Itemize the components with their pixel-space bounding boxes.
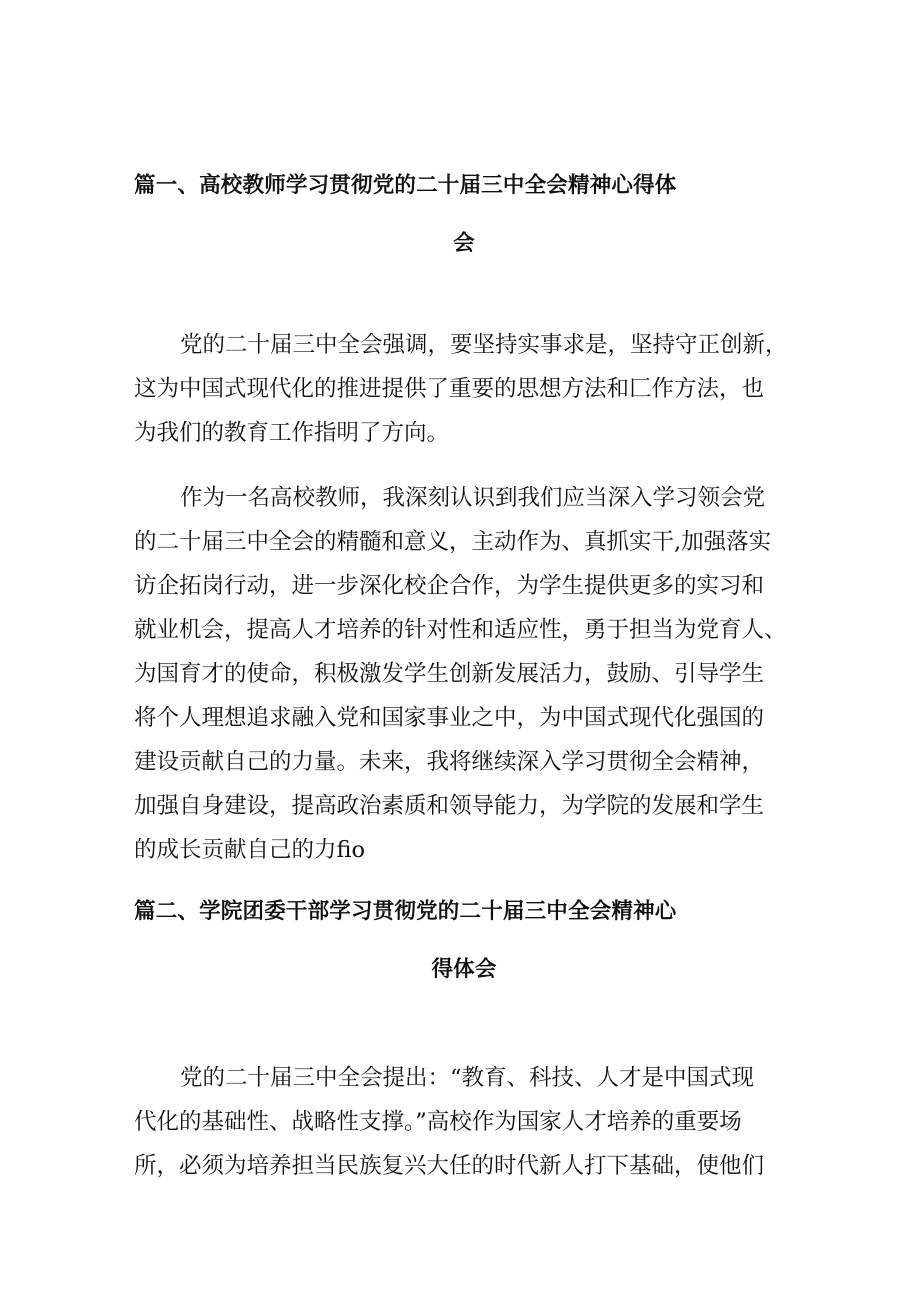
paragraph-line: 为国育才的使命，积极激发学生创新发展活力，鼓励、引导学生 (134, 661, 765, 687)
paragraph-line: 的成长贡献自己的力fio (134, 837, 366, 863)
paragraph-line: 这为中国式现代化的推进提供了重要的思想方法和匚作方法，也 (134, 376, 765, 402)
paragraph-line: 作为一名高校教师，我深刻认识到我们应当深入学习领会党 (180, 485, 766, 511)
paragraph-line: 的二十届三中全会的精髓和意义，主动作为、真抓实干,加强落实 (134, 529, 772, 555)
section-2-title-line-2: 得体会 (431, 957, 497, 982)
section-1-paragraph-1 (134, 323, 794, 455)
section-1-title-line-1: 篇一、高校教师学习贯彻党的二十届三中全会精神心得体 (134, 173, 677, 198)
paragraph-line: 为我们的教育工作指明了方向。 (134, 420, 450, 446)
section-2-title-line-1: 篇二、学院团委干部学习贯彻党的二十届三中全会精神心 (134, 899, 677, 924)
paragraph-line: 建设贡献自己的力量。未来，我将继续深入学习贯彻全会精神， (134, 749, 765, 775)
section-1-title (134, 160, 794, 270)
paragraph-line: 就业机会，提高人才培养的针对性和适应性，勇于担当为党育人、 (134, 617, 787, 643)
paragraph-line: 加强自身建设，提高政治素质和领导能力，为学院的发展和学生 (134, 793, 765, 819)
paragraph-line: 党的二十届三中全会提出：“教育、科技、人才是中国式现 (180, 1065, 755, 1091)
section-2-title (134, 886, 794, 996)
paragraph-line: 代化的基础性、战略性支撑。”高校作为国家人才培养的重要场 (134, 1109, 742, 1135)
section-2-paragraph-1 (134, 1056, 794, 1188)
section-1-paragraph-2 (134, 476, 794, 872)
paragraph-line: 将个人理想追求融入党和国家事业之中，为中国式现代化强国的 (134, 705, 765, 731)
paragraph-line: 所，必须为培养担当民族复兴大任的时代新人打下基础，使他们 (134, 1153, 765, 1179)
paragraph-line: 访企拓岗行动，进一步深化校企合作，为学生提供更多的实习和 (134, 573, 765, 599)
section-1-title-line-2: 会 (453, 231, 475, 256)
paragraph-line: 党的二十届三中全会强调，要坚持实事求是，坚持守正创新， (180, 332, 788, 358)
